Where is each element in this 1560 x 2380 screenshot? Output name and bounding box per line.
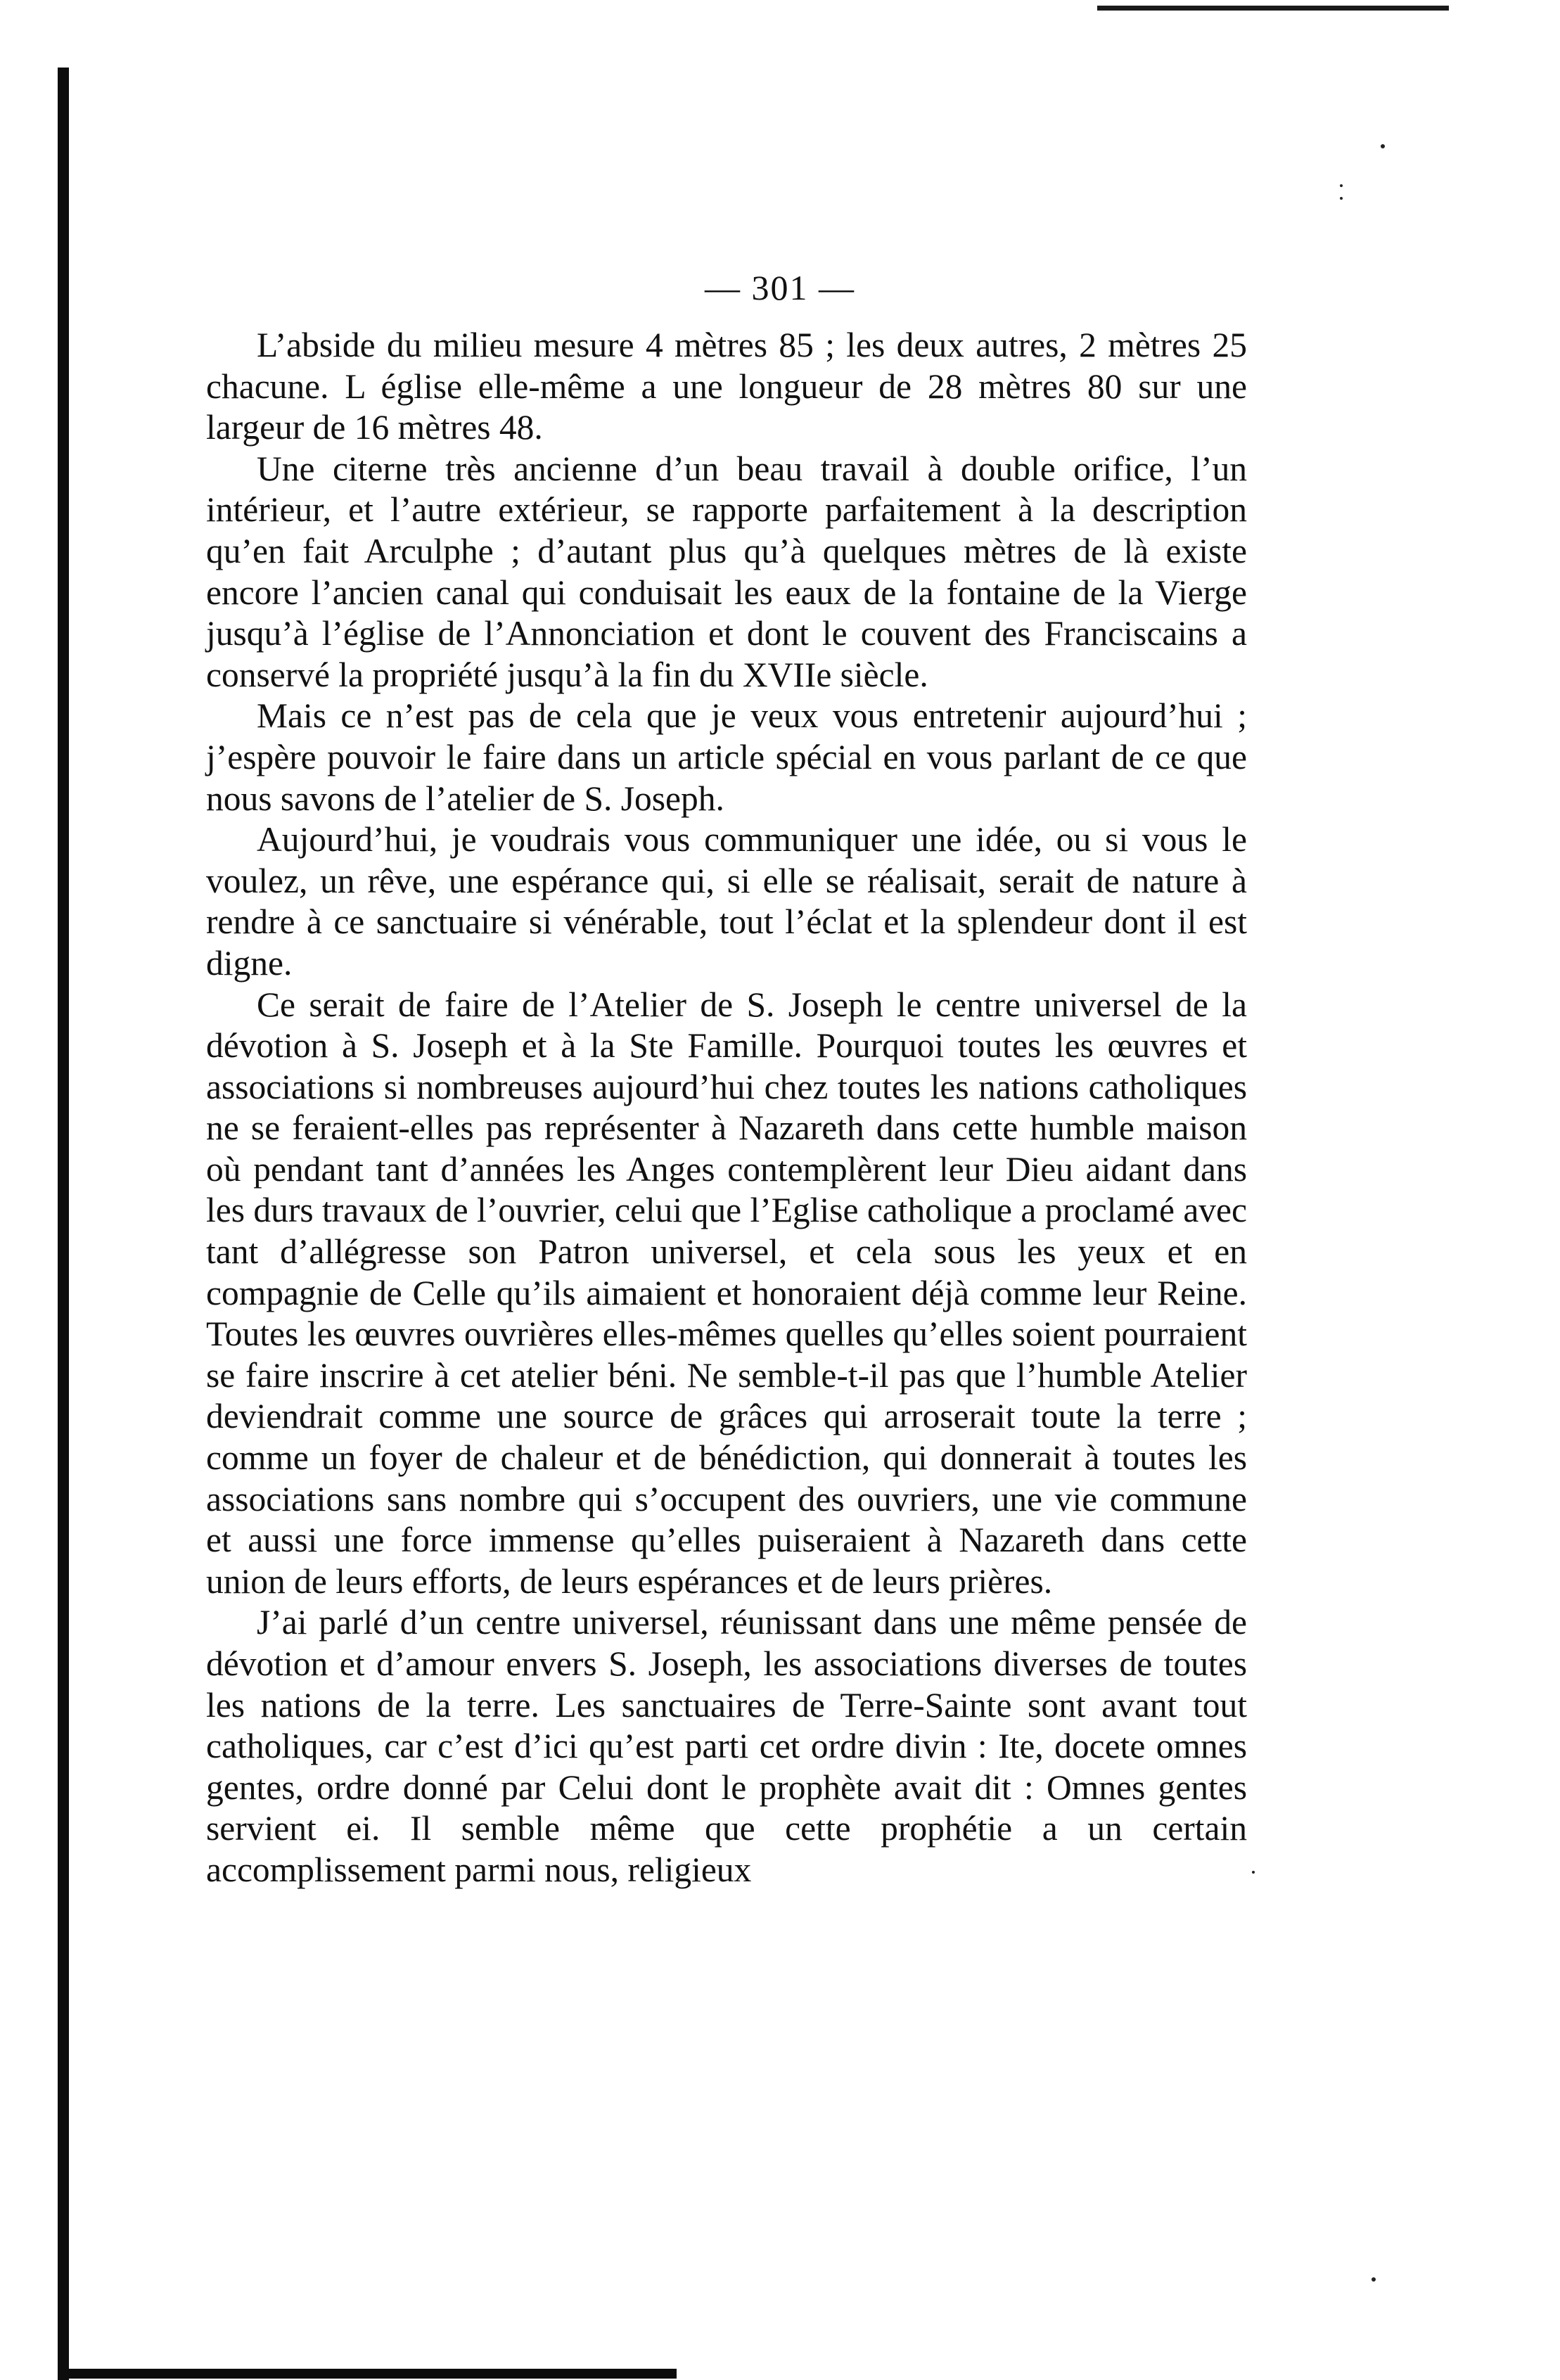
top-rule-line bbox=[1097, 6, 1449, 11]
scan-edge-bottom bbox=[58, 2369, 677, 2379]
speck-mark bbox=[1252, 1871, 1255, 1874]
speck-mark bbox=[1340, 184, 1343, 187]
paragraph: Mais ce n’est pas de cela que je veux vous entretenir aujourd’hui ; j’espère pouvoir le faire dans un article spécial en vous parlant de ce que nous savons de l’atelier de S. Joseph. bbox=[206, 696, 1247, 818]
paragraph: Aujourd’hui, je voudrais vous communiquer une idée, ou si vous le voulez, un rêve, une espérance qui, si elle se réalisait, serait de nature à rendre à ce sanctuaire si vénérable, tout l’éclat et la splendeur dont il est digne. bbox=[206, 820, 1247, 983]
speck-mark bbox=[1381, 144, 1385, 148]
paragraph: Une citerne très ancienne d’un beau travail à double orifice, l’un intérieur, et l’autre extérieur, se rapporte parfaitement à la description qu’en fait Arculphe ; d’autant plus qu’à quelques mètres de là existe encore l’ancien canal qui conduisait les eaux de la fontaine de la Vierge jusqu’à l’église de l’Annonciation et dont le couvent des Franciscains a conservé la propriété jusqu’à la fin du XVIIe siècle. bbox=[206, 449, 1247, 694]
speck-mark bbox=[1372, 2277, 1376, 2282]
paragraph: L’abside du milieu mesure 4 mètres 85 ; les deux autres, 2 mètres 25 chacune. L église elle-même a une longueur de 28 mètres 80 sur une largeur de 16 mètres 48. bbox=[206, 326, 1247, 447]
paragraph: J’ai parlé d’un centre universel, réunissant dans une même pensée de dévotion et d’amour envers S. Joseph, les associations diverses de toutes les nations de la terre. Les sanctuaires de Terre-Sainte sont avant tout catholiques, car c’est d’ici qu’est parti cet ordre divin : Ite, docete omnes gentes, ordre donné par Celui dont le prophète avait dit : Omnes gentes servient ei. Il semble même que cette prophétie a un certain accomplissement parmi nous, religieux bbox=[206, 1603, 1247, 1889]
page-number: — 301 — bbox=[705, 268, 855, 307]
body-text bbox=[206, 325, 1247, 1891]
speck-mark bbox=[1340, 197, 1343, 200]
paragraph: Ce serait de faire de l’Atelier de S. Joseph le centre universel de la dévotion à S. Joseph et à la Ste Famille. Pourquoi toutes les œuvres et associations si nombreuses aujourd’hui chez toutes les nations catholiques ne se feraient-elles pas représenter à Nazareth dans cette humble maison où pendant tant d’années les Anges contemplèrent leur Dieu aidant dans les durs travaux de l’ouvrier, celui que l’Eglise catholique a proclamé avec tant d’allégresse son Patron universel, et cela sous les yeux et en compagnie de Celle qu’ils aimaient et honoraient déjà comme leur Reine. Toutes les œuvres ouvrières elles-mêmes quelles qu’elles soient pourraient se faire inscrire à cet atelier béni. Ne semble-t-il pas que l’humble Atelier deviendrait comme une source de grâces qui arroserait toute la terre ; comme un foyer de chaleur et de bénédiction, qui donnerait à toutes les associations sans nombre qui s’occupent des ouvriers, une vie commune et aussi une force immense qu’elles puiseraient à Nazareth dans cette union de leurs efforts, de leurs espérances et de leurs prières. bbox=[206, 985, 1247, 1601]
scan-edge-left bbox=[58, 68, 69, 2380]
